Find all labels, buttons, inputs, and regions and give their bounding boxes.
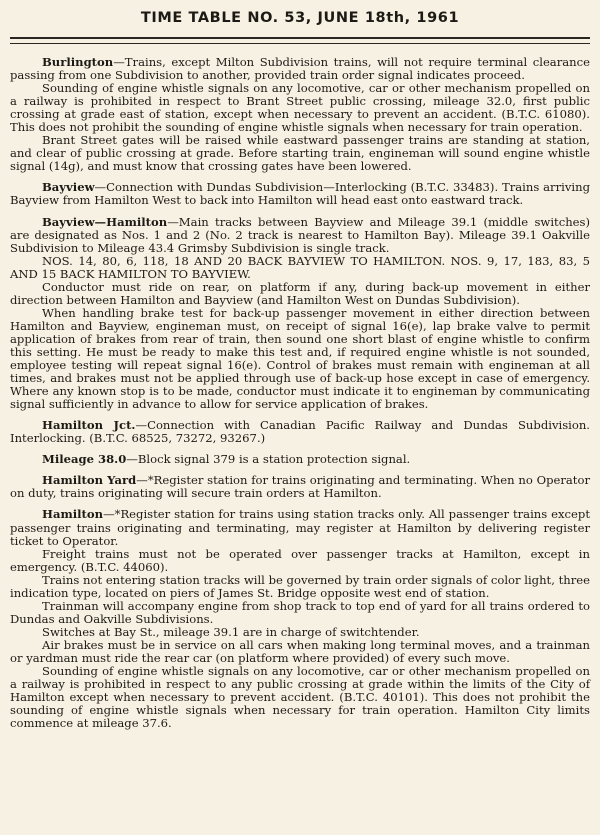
paragraph-text: —*Register station for trains using station tracks only. All passenger trains except passenger trains originating and terminating, may register at Hamilton by delivering register ticket to Operator. [10,507,590,548]
paragraph-text: —Main tracks between Bayview and Mileage 39.1 (middle switches) are designated as Nos. 1 and 2 (No. 2 track is nearest to Hamilton Bay). Mileage 39.1 Oakville Subdivision to Mileage 43.4 Grimsby Subdivision is single track. [10,214,590,255]
paragraph-hamilton-jct [10,419,590,445]
section-lead-hamilton-yard: Hamilton Yard [42,473,137,488]
paragraph-mileage-38 [10,453,590,466]
section-lead-hamilton: Hamilton [42,507,104,522]
paragraph-text: —*Register station for trains originating and terminating. When no Operator on duty, trains originating will secure train orders at Hamilton. [10,473,590,501]
timetable-body [10,56,590,730]
section-lead-hamilton-jct: Hamilton Jct. [42,418,136,433]
section-lead-bayview-hamilton: Bayview—Hamilton [42,214,168,229]
paragraph-text: —Block signal 379 is a station protection signal. [126,452,411,467]
paragraph: Trainman will accompany engine from shop track to top end of yard for all trains ordered to Dundas and Oakville Subdivisions. [10,598,590,626]
section-lead-burlington: Burlington [42,55,114,69]
paragraph: When handling brake test for back-up passenger movement in either direction between Hamilton and Bayview, engineman must, on receipt of signal 16(e), lap brake valve to permit application of brakes from rear of train, then sound one short blast of engine whistle to confirm this setting. He must be ready to make this test and, if required engine whistle is not sounded, employee testing will repeat signal 16(e). Control of brakes must remain with engineman at all times, and brakes must not be applied through use of back-up hose except in case of emergency. Where any known stop is to be made, conductor must indicate it to engineman by communicating signal sufficiently in advance to allow for service application of brakes. [10,305,590,412]
paragraph-bayview [10,181,590,207]
paragraph: Air brakes must be in service on all cars when making long terminal moves, and a trainman or yardman must ride the rear car (on platform where provided) of every such move. [10,637,590,665]
paragraph: Sounding of engine whistle signals on any locomotive, car or other mechanism propelled on a railway is prohibited in respect to Brant Street public crossing, mileage 32.0, first public crossing at grade east of station, except when necessary to prevent an accident. (B.T.C. 61080). This does not prohibit the sounding of engine whistle signals when necessary for train operation. [10,81,590,135]
paragraph-hamilton-yard [10,474,590,500]
header-rule-thick [10,37,590,39]
paragraph: Trains not entering station tracks will be governed by train order signals of color light, three indication type, located on piers of James St. Bridge opposite west end of station. [10,572,590,600]
paragraph-text: —Connection with Canadian Pacific Railway and Dundas Subdivision. Interlocking. (B.T.C. 68525, 73272, 93267.) [10,418,590,446]
paragraph-text: —Connection with Dundas Subdivision—Interlocking (B.T.C. 33483). Trains arriving Bayview from Hamilton West to back into Hamilton will head east onto eastward track. [10,180,590,208]
section-lead-mileage-38: Mileage 38.0 [42,452,127,467]
paragraph-burlington [10,56,590,82]
paragraph: Conductor must ride on rear, on platform if any, during back-up movement in either direction between Hamilton and Bayview (and Hamilton West on Dundas Subdivision). [10,279,590,307]
header-rule-thin [10,43,590,44]
paragraph-back-up-trains: NOS. 14, 80, 6, 118, 18 AND 20 BACK BAYVIEW TO HAMILTON. NOS. 9, 17, 183, 83, 5 AND 15 BACK HAMILTON TO BAYVIEW. [10,253,590,281]
paragraph: Brant Street gates will be raised while eastward passenger trains are standing at station, and clear of public crossing at grade. Before starting train, engineman will sound engine whistle signal (14g), and must know that crossing gates have been lowered. [10,133,590,174]
paragraph-hamilton [10,508,590,547]
section-lead-bayview: Bayview [42,180,95,195]
paragraph-bayview-hamilton [10,216,590,255]
paragraph: Sounding of engine whistle signals on any locomotive, car or other mechanism propelled on a railway is prohibited in respect to any public crossing at grade within the limits of the City of Hamilton except when necessary to prevent accident. (B.T.C. 40101). This does not prohibit the sounding of engine whistle signals when necessary for train operation. Hamilton City limits commence at mileage 37.6. [10,664,590,731]
paragraph: Switches at Bay St., mileage 39.1 are in charge of switchtender. [42,624,420,639]
paragraph: Freight trains must not be operated over passenger tracks at Hamilton, except in emergency. (B.T.C. 44060). [10,546,590,574]
paragraph-text: —Trains, except Milton Subdivision trains, will not require terminal clearance passing from one Subdivision to another, provided train order signal indicates proceed. [10,55,590,83]
page-title: TIME TABLE NO. 53, JUNE 18th, 1961 [140,10,460,26]
